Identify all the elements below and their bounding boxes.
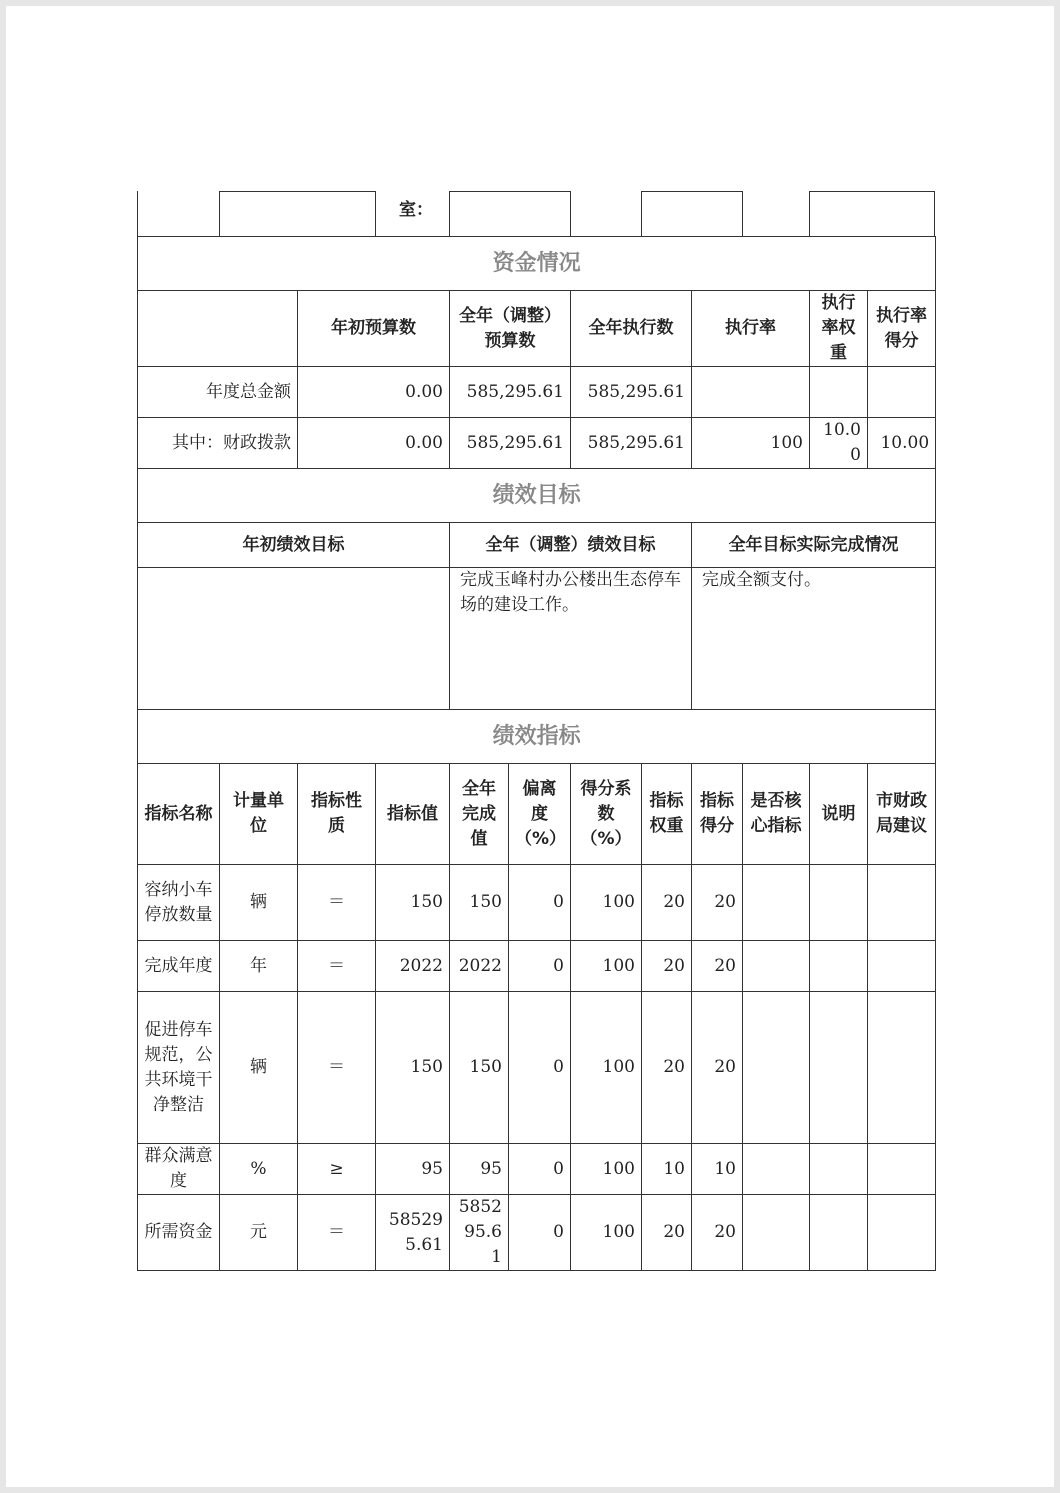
table-row <box>138 1144 936 1195</box>
indicator-header-actual: 全年完成值 <box>450 764 509 865</box>
indicator-unit: % <box>220 1144 298 1195</box>
indicator-nature: ≥ <box>298 1144 376 1195</box>
table-row <box>138 992 936 1144</box>
indicator-score: 10 <box>692 1144 743 1195</box>
indicator-unit: 年 <box>220 941 298 992</box>
funding-row-label: 其中：财政拨款 <box>138 418 298 469</box>
indicator-header-nature: 指标性质 <box>298 764 376 865</box>
funding-header-score: 执行率得分 <box>868 291 936 367</box>
indicator-header-deviation: 偏离度（%） <box>509 764 571 865</box>
indicator-target: 585295.61 <box>376 1195 450 1271</box>
funding-header-rate: 执行率 <box>692 291 810 367</box>
indicator-score: 20 <box>692 992 743 1144</box>
indicator-deviation: 0 <box>509 992 571 1144</box>
indicator-note <box>810 1195 868 1271</box>
goals-header-adjusted: 全年（调整）绩效目标 <box>450 523 692 568</box>
funding-initial-value: 0.00 <box>298 418 450 469</box>
indicator-actual: 150 <box>450 992 509 1144</box>
table-row <box>138 1195 936 1271</box>
funding-executed-value: 585,295.61 <box>571 367 692 418</box>
indicator-weight: 20 <box>642 992 692 1144</box>
goals-initial-text <box>138 568 450 710</box>
top-table-fragment <box>137 191 935 236</box>
funding-score-value: 10.00 <box>868 418 936 469</box>
goals-header-actual: 全年目标实际完成情况 <box>692 523 936 568</box>
indicator-score: 20 <box>692 1195 743 1271</box>
indicator-deviation: 0 <box>509 865 571 941</box>
funding-header-adjusted: 全年（调整）预算数 <box>450 291 571 367</box>
funding-row-label: 年度总金额 <box>138 367 298 418</box>
indicator-deviation: 0 <box>509 941 571 992</box>
indicator-coef: 100 <box>571 1144 642 1195</box>
indicator-header-score: 指标得分 <box>692 764 743 865</box>
indicator-header-name: 指标名称 <box>138 764 220 865</box>
funding-row-total <box>138 367 936 418</box>
indicator-note <box>810 865 868 941</box>
indicator-core <box>743 1195 810 1271</box>
indicator-name: 群众满意度 <box>138 1144 220 1195</box>
indicator-deviation: 0 <box>509 1144 571 1195</box>
funding-header-initial: 年初预算数 <box>298 291 450 367</box>
indicator-actual: 150 <box>450 865 509 941</box>
indicator-name: 容纳小车停放数量 <box>138 865 220 941</box>
indicator-score: 20 <box>692 865 743 941</box>
indicator-actual: 585295.61 <box>450 1195 509 1271</box>
indicator-weight: 10 <box>642 1144 692 1195</box>
indicator-weight: 20 <box>642 865 692 941</box>
funding-rate-value: 100 <box>692 418 810 469</box>
indicator-actual: 2022 <box>450 941 509 992</box>
indicator-header-note: 说明 <box>810 764 868 865</box>
funding-executed-value: 585,295.61 <box>571 418 692 469</box>
indicator-core <box>743 941 810 992</box>
indicator-coef: 100 <box>571 941 642 992</box>
indicator-actual: 95 <box>450 1144 509 1195</box>
indicator-header-unit: 计量单位 <box>220 764 298 865</box>
indicator-coef: 100 <box>571 1195 642 1271</box>
indicator-header-target: 指标值 <box>376 764 450 865</box>
indicator-advice <box>868 1195 936 1271</box>
indicator-note <box>810 1144 868 1195</box>
indicator-nature: ＝ <box>298 1195 376 1271</box>
indicator-target: 150 <box>376 992 450 1144</box>
indicator-target: 150 <box>376 865 450 941</box>
goals-header-initial: 年初绩效目标 <box>138 523 450 568</box>
indicator-unit: 元 <box>220 1195 298 1271</box>
indicator-nature: ＝ <box>298 941 376 992</box>
indicator-target: 2022 <box>376 941 450 992</box>
indicator-advice <box>868 1144 936 1195</box>
indicator-score: 20 <box>692 941 743 992</box>
funding-header-blank <box>138 291 298 367</box>
funding-adjusted-value: 585,295.61 <box>450 418 571 469</box>
table-row <box>138 865 936 941</box>
table-row <box>138 941 936 992</box>
indicator-name: 完成年度 <box>138 941 220 992</box>
indicator-target: 95 <box>376 1144 450 1195</box>
indicator-coef: 100 <box>571 865 642 941</box>
indicator-core <box>743 865 810 941</box>
indicator-weight: 20 <box>642 1195 692 1271</box>
funding-rate-value <box>692 367 810 418</box>
funding-adjusted-value: 585,295.61 <box>450 367 571 418</box>
goals-actual-text: 完成全额支付。 <box>692 568 936 710</box>
funding-row-fiscal <box>138 418 936 469</box>
goals-adjusted-text: 完成玉峰村办公楼出生态停车场的建设工作。 <box>450 568 692 710</box>
indicator-unit: 辆 <box>220 865 298 941</box>
indicator-header-weight: 指标权重 <box>642 764 692 865</box>
indicator-note <box>810 992 868 1144</box>
indicator-core <box>743 1144 810 1195</box>
indicator-advice <box>868 941 936 992</box>
indicator-header-coef: 得分系数（%） <box>571 764 642 865</box>
funding-header-weight: 执行率权重 <box>810 291 868 367</box>
indicator-advice <box>868 865 936 941</box>
performance-table <box>137 236 936 1271</box>
goals-section-title: 绩效目标 <box>138 469 936 523</box>
indicator-name: 所需资金 <box>138 1195 220 1271</box>
indicator-header-advice: 市财政局建议 <box>868 764 936 865</box>
indicator-name: 促进停车规范，公共环境干净整洁 <box>138 992 220 1144</box>
funding-initial-value: 0.00 <box>298 367 450 418</box>
office-label: 室： <box>399 200 433 220</box>
indicator-weight: 20 <box>642 941 692 992</box>
indicator-core <box>743 992 810 1144</box>
indicators-header-row <box>138 764 936 865</box>
indicator-deviation: 0 <box>509 1195 571 1271</box>
funding-weight-value <box>810 367 868 418</box>
funding-section-title: 资金情况 <box>138 237 936 291</box>
indicator-unit: 辆 <box>220 992 298 1144</box>
funding-weight-value: 10.00 <box>810 418 868 469</box>
indicator-nature: ＝ <box>298 992 376 1144</box>
funding-score-value <box>868 367 936 418</box>
funding-header-executed: 全年执行数 <box>571 291 692 367</box>
indicator-note <box>810 941 868 992</box>
indicator-advice <box>868 992 936 1144</box>
indicator-coef: 100 <box>571 992 642 1144</box>
indicators-section-title: 绩效指标 <box>138 710 936 764</box>
indicator-nature: ＝ <box>298 865 376 941</box>
indicator-header-core: 是否核心指标 <box>743 764 810 865</box>
